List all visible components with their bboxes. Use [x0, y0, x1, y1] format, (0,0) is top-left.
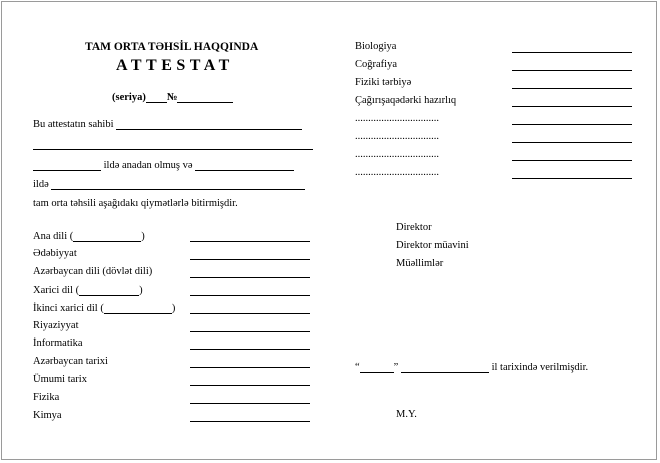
grade-line-extra-3[interactable]: [512, 160, 632, 161]
number-sign: №: [166, 92, 178, 103]
subject-row: [33, 374, 87, 385]
grade-line-xarici-dil[interactable]: [190, 295, 310, 296]
grade-line-kimya[interactable]: [190, 421, 310, 422]
grade-line-ikinci-xarici-dil[interactable]: [190, 313, 310, 314]
subject-row: [33, 356, 108, 367]
subject-row: [33, 266, 152, 277]
extra-subject-field[interactable]: ................................: [355, 113, 439, 124]
number-field[interactable]: [177, 91, 233, 103]
grade-line-extra-4[interactable]: [512, 178, 632, 179]
day-field[interactable]: [360, 361, 394, 373]
subject-label: Azərbaycan dili (dövlət dili): [33, 266, 153, 277]
subject-row: [33, 230, 145, 242]
subject-label: Ümumi tarix: [33, 374, 87, 385]
grade-line-extra-1[interactable]: [512, 124, 632, 125]
issue-date-suffix: il tarixində verilmişdir.: [491, 362, 589, 373]
owner-label: Bu attestatın sahibi: [33, 119, 114, 130]
issue-date-row: [355, 361, 588, 373]
subject-row: [33, 284, 143, 296]
title-line-2: ATTESTAT: [116, 57, 234, 74]
grade-line-riyaziyyat[interactable]: [190, 331, 310, 332]
subject-row: [33, 248, 77, 259]
born-label: ildə anadan olmuş və: [103, 160, 193, 171]
grade-line-fizika[interactable]: [190, 403, 310, 404]
school-field[interactable]: [51, 178, 305, 190]
subject-row: [33, 338, 83, 349]
close-quote: ”: [393, 362, 399, 373]
subject-row: [33, 410, 62, 421]
seriya-label: (seriya): [112, 92, 146, 103]
extra-subject-field[interactable]: ................................: [355, 131, 439, 142]
subject-row: Coğrafiya: [355, 59, 397, 70]
subject-row: Biologiya: [355, 41, 397, 52]
grade-line-umumi-tarix[interactable]: [190, 385, 310, 386]
second-foreign-language-field[interactable]: [104, 302, 172, 314]
stamp-label: M.Y.: [396, 409, 417, 420]
teachers-label: Müəllimlər: [396, 258, 444, 269]
director-label: Direktor: [396, 222, 432, 233]
grade-line-ana-dili[interactable]: [190, 241, 310, 242]
title-line-1: TAM ORTA TƏHSİL HAQQINDA: [85, 41, 259, 53]
subject-row: [33, 302, 175, 314]
year-label: ildə: [33, 179, 49, 190]
month-year-field[interactable]: [401, 361, 489, 373]
subject-label: Ana dili (: [33, 231, 74, 242]
grade-line-cografiya[interactable]: [512, 70, 632, 71]
grade-line-biologiya[interactable]: [512, 52, 632, 53]
completed-text: tam orta təhsili aşağıdakı qiymətlərlə bitirmişdir.: [33, 198, 238, 209]
subject-label: Azərbaycan tarixi: [33, 356, 108, 367]
subject-row: [33, 392, 59, 403]
extra-subject-field[interactable]: ................................: [355, 149, 439, 160]
foreign-language-field[interactable]: [79, 284, 139, 296]
subject-label: Xarici dil (: [33, 285, 80, 296]
subject-label: İkinci xarici dil (: [33, 303, 104, 314]
deputy-director-label: Direktor müavini: [396, 240, 469, 251]
subject-row: Çağırışaqədərki hazırlıq: [355, 95, 457, 106]
owner-name-field[interactable]: [116, 118, 302, 130]
grade-line-azerbaycan-tarixi[interactable]: [190, 367, 310, 368]
subject-language-field[interactable]: [73, 230, 141, 242]
birth-date-field[interactable]: [33, 159, 101, 171]
grade-line-cagirisaqederki[interactable]: [512, 106, 632, 107]
grade-line-extra-2[interactable]: [512, 142, 632, 143]
year-row: [33, 178, 305, 190]
grade-line-edebiyyat[interactable]: [190, 259, 310, 260]
grade-line-informatika[interactable]: [190, 349, 310, 350]
subject-label: İnformatika: [33, 338, 83, 349]
subject-suffix: ): [141, 231, 145, 242]
grade-line-fiziki-terbiye[interactable]: [512, 88, 632, 89]
open-quote: “: [355, 362, 360, 373]
born-row: [33, 159, 294, 171]
subject-row: Fiziki tərbiyə: [355, 77, 412, 88]
subject-label: Fizika: [33, 392, 60, 403]
owner-name-line-2[interactable]: [33, 149, 313, 150]
subject-suffix: ): [139, 285, 143, 296]
seriya-row: [112, 91, 233, 103]
subject-label: Ədəbiyyat: [33, 248, 77, 259]
birth-place-field[interactable]: [195, 159, 294, 171]
subject-label: Kimya: [33, 410, 62, 421]
subject-label: Riyaziyyat: [33, 320, 79, 331]
subject-suffix: ): [171, 303, 176, 314]
owner-row: [33, 118, 302, 130]
grade-line-azerbaycan-dili[interactable]: [190, 277, 310, 278]
extra-subject-field[interactable]: ................................: [355, 167, 439, 178]
subject-row: [33, 320, 79, 331]
seriya-field[interactable]: [146, 91, 167, 103]
